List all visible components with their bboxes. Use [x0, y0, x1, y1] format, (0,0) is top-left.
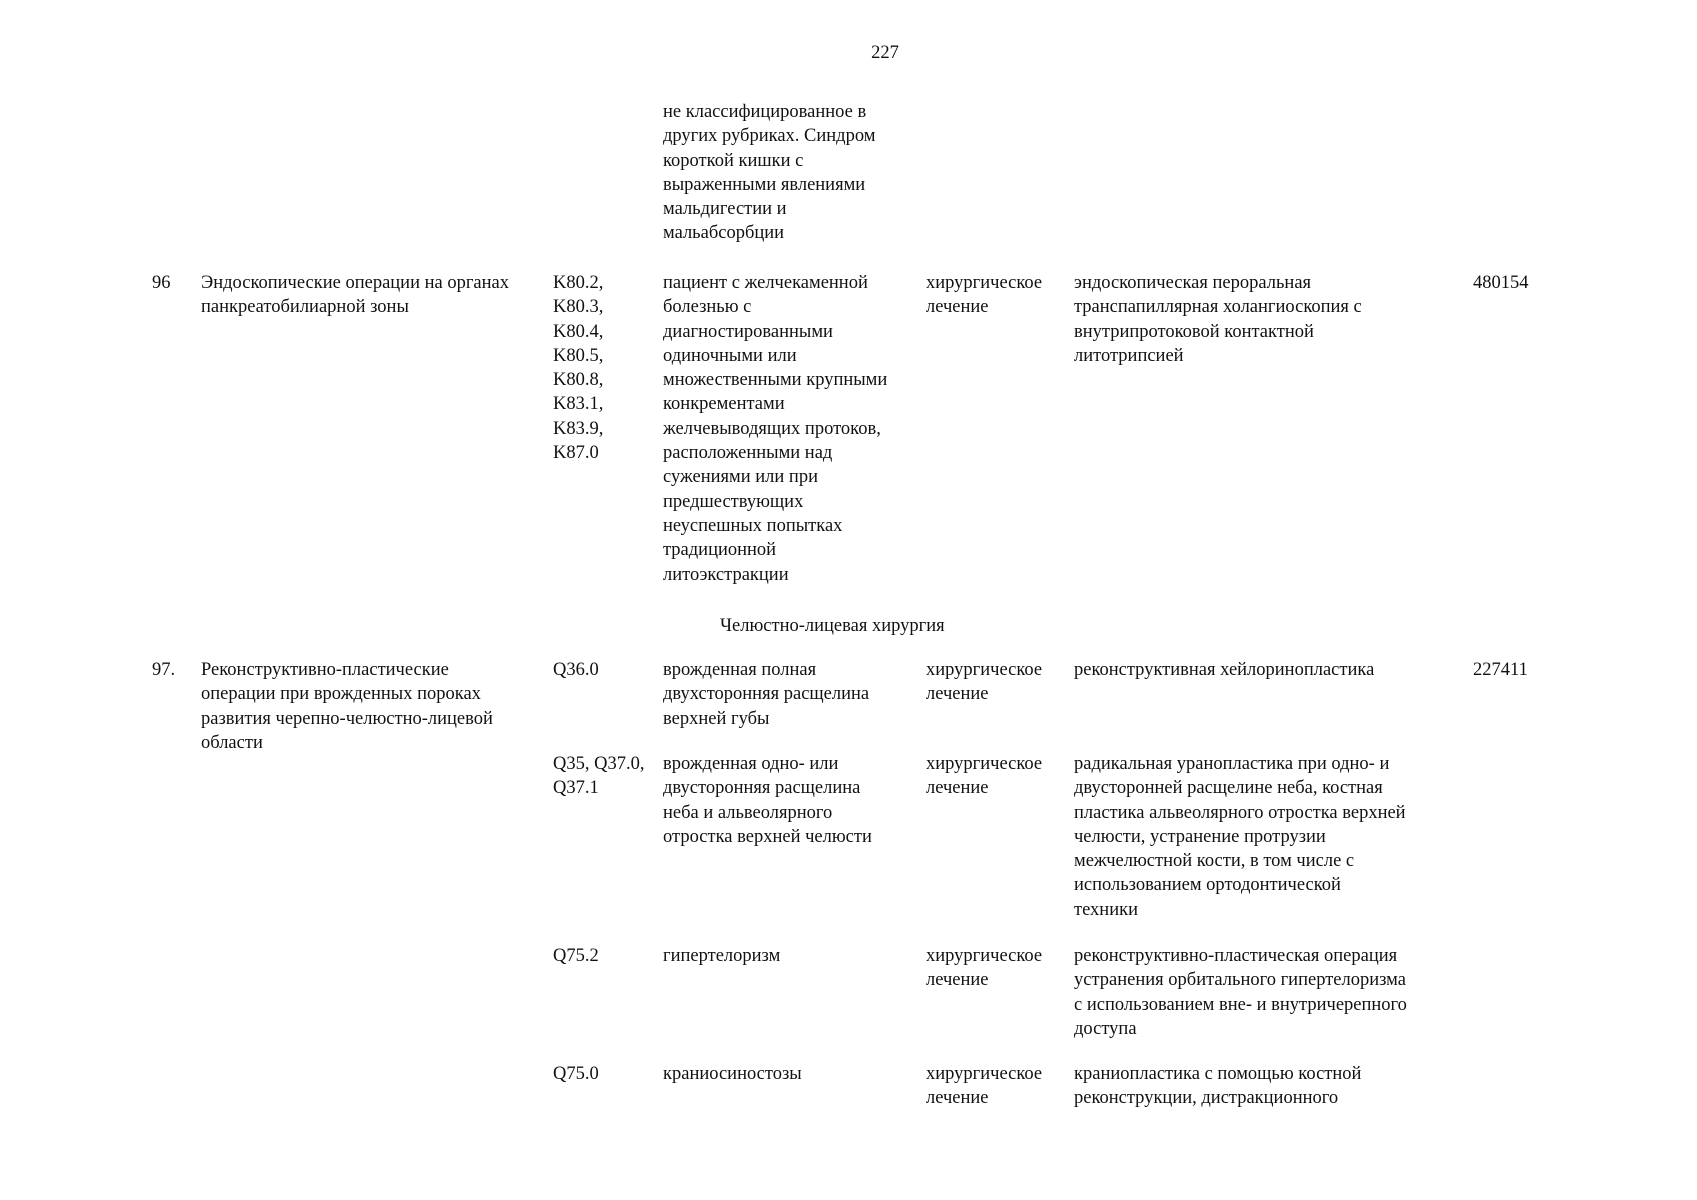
row-97-care-type: Реконструктивно-пластические операции при врожденных пороках развития черепно-челюстно-лицевой области	[201, 660, 493, 753]
row-97-sub-1-treatment-method: реконструктивная хейлоринопластика	[1074, 660, 1375, 680]
row-97-sub-3-treatment-method: реконструктивно-пластическая операция устранения орбитального гипертелоризма с использованием вне- и внутричерепного доступа	[1074, 946, 1407, 1039]
row-97-sub-1-treatment-type: хирургическое лечение	[926, 660, 1043, 705]
row-97-sub-2-treatment-method: радикальная уранопластика при одно- и двусторонней расщелине неба, костная пластика альвеолярного отростка верхней челюсти, устранение протрузии межчелюстной кости, в том числе с использованием ортодонтической техники	[1074, 754, 1406, 920]
row-96-number: 96	[152, 273, 171, 293]
section-heading: Челюстно-лицевая хирургия	[720, 616, 945, 636]
row-97-sub-3-patient-model: гипертелоризм	[663, 946, 781, 966]
row-97-sub-3-icd-codes: Q75.2	[553, 946, 599, 966]
row-97-sub-1-patient-model: врожденная полная двухсторонняя расщелина верхней губы	[663, 660, 870, 729]
row-96-treatment-type: хирургическое лечение	[926, 273, 1043, 318]
row-96-cost: 480154	[1473, 273, 1529, 293]
row-97-sub-2-icd-codes: Q35, Q37.0, Q37.1	[553, 754, 645, 799]
row-96-icd-codes: K80.2, K80.3, K80.4, K80.5, K80.8, K83.1, K83.9, K87.0	[553, 273, 604, 464]
row-97-number: 97.	[152, 660, 176, 680]
row-97-sub-2-patient-model: врожденная одно- или двусторонняя расщелина неба и альвеолярного отростка верхней челюсти	[663, 754, 872, 847]
page-number: 227	[871, 43, 899, 63]
row-97-sub-4-icd-codes: Q75.0	[553, 1064, 599, 1084]
row-97-sub-4-patient-model: краниосиностозы	[663, 1064, 802, 1084]
row-97-cost: 227411	[1473, 660, 1528, 680]
row-97-sub-3-treatment-type: хирургическое лечение	[926, 946, 1043, 991]
row-97-sub-1-icd-codes: Q36.0	[553, 660, 599, 680]
continued-patient-model: не классифицированное в других рубриках. Синдром короткой кишки с выраженными явлениями мальдигестии и мальабсорбции	[663, 102, 876, 244]
row-97-sub-4-treatment-method: краниопластика с помощью костной реконструкции, дистракционного	[1074, 1064, 1362, 1109]
row-96-patient-model: пациент с желчекаменной болезнью с диагностированными одиночными или множественными крупными конкрементами желчевыводящих протоков, расположенными над сужениями или при предшествующих неуспешных попытках традиционной литоэкстракции	[663, 273, 888, 585]
row-96-treatment-method: эндоскопическая пероральная транспапиллярная холангиоскопия с внутрипротоковой контактной литотрипсией	[1074, 273, 1362, 366]
row-97-sub-4-treatment-type: хирургическое лечение	[926, 1064, 1043, 1109]
row-96-care-type: Эндоскопические операции на органах панкреатобилиарной зоны	[201, 273, 510, 318]
row-97-sub-2-treatment-type: хирургическое лечение	[926, 754, 1043, 799]
